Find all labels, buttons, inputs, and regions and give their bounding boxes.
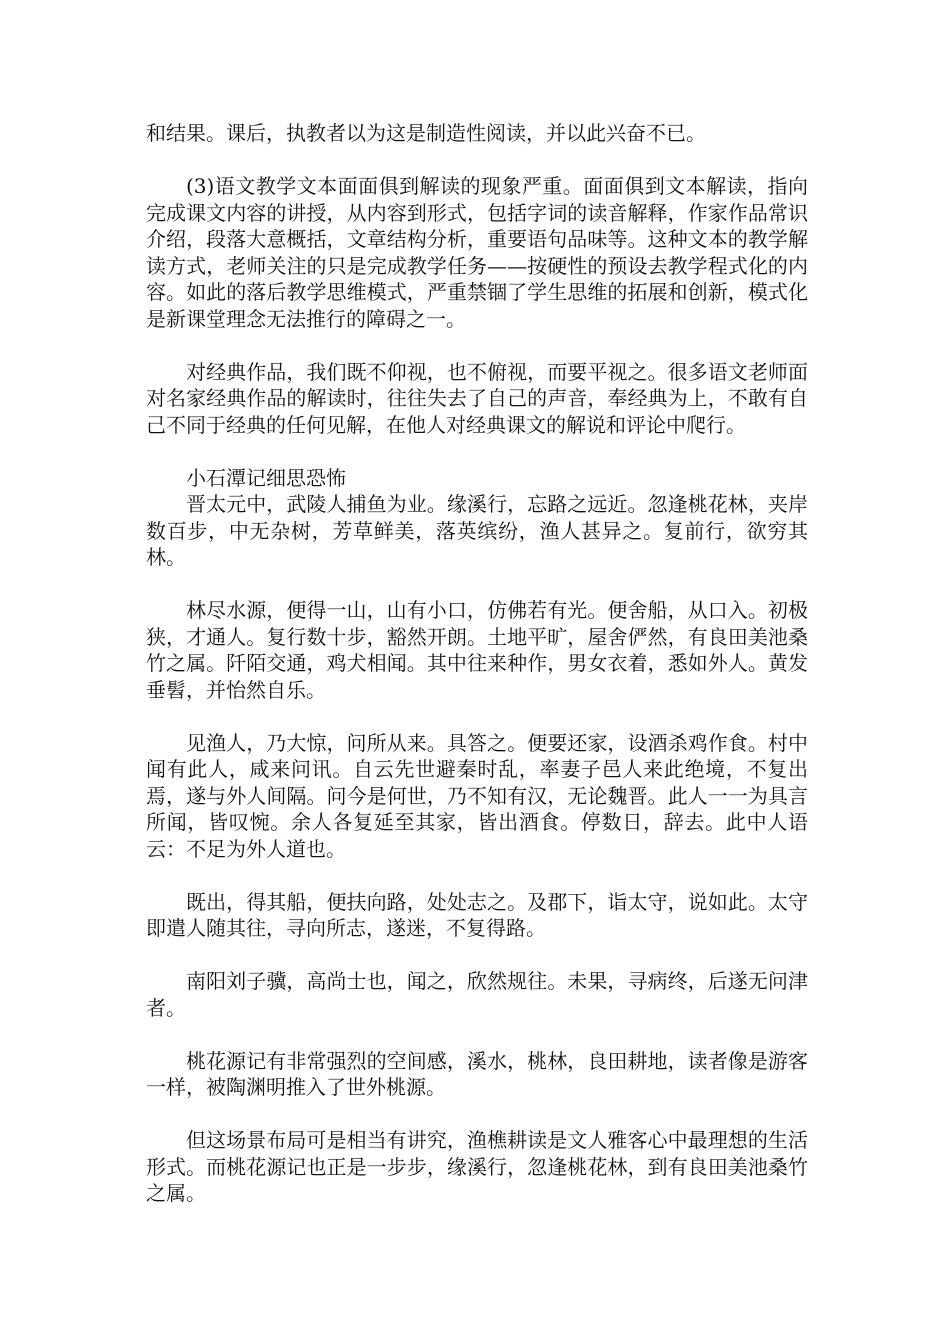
section-heading: 小石潭记细思恐怖 bbox=[186, 465, 346, 490]
paragraph-text-reading-problem: (3)语文教学文本面面俱到解读的现象严重。面面俱到文本解读，指向完成课文内容的讲授，从内容到形式，包括字词的读音解释，作家作品常识介绍，段落大意概括，文章结构分析，重要语句品味等。这种文本的教学解读方式，老师关注的只是完成教学任务——按硬性的预设去教学程式化的内容。如此的落后教学思维模式，严重禁锢了学生思维的拓展和创新，模式化是新课堂理念无法推行的障碍之一。 bbox=[146, 174, 808, 331]
paragraph-peach-blossom-4: 既出，得其船，便扶向路，处处志之。及郡下，诣太守，说如此。太守即遣人随其往，寻向所志，遂迷，不复得路。 bbox=[146, 889, 808, 940]
paragraph-peach-blossom-3: 见渔人，乃大惊，问所从来。具答之。便要还家，设酒杀鸡作食。村中闻有此人，咸来问讯。自云先世避秦时乱，率妻子邑人来此绝境，不复出焉，遂与外人间隔。问今是何世，乃不知有汉，无论魏晋。此人一一为具言所闻，皆叹惋。余人各复延至其家，皆出酒食。停数日，辞去。此中人语云：不足为外人道也。 bbox=[146, 730, 808, 861]
paragraph-peach-blossom-5: 南阳刘子骥，高尚士也，闻之，欣然规往。未果，寻病终，后遂无问津者。 bbox=[146, 969, 808, 1020]
paragraph-spatial-sense: 桃花源记有非常强烈的空间感，溪水，桃林，良田耕地，读者像是游客一样，被陶渊明推入了世外桃源。 bbox=[146, 1048, 808, 1099]
document-page bbox=[146, 120, 808, 1233]
paragraph-peach-blossom-2: 林尽水源，便得一山，山有小口，仿佛若有光。便舍船，从口入。初极狭，才通人。复行数十步，豁然开朗。土地平旷，屋舍俨然，有良田美池桑竹之属。阡陌交通，鸡犬相闻。其中往来种作，男女衣着，悉如外人。黄发垂髫，并怡然自乐。 bbox=[146, 598, 808, 702]
paragraph-continuation: 和结果。课后，执教者以为这是制造性阅读，并以此兴奋不已。 bbox=[146, 121, 706, 145]
paragraph-peach-blossom-1: 晋太元中，武陵人捕鱼为业。缘溪行，忘路之远近。忽逢桃花林，夹岸数百步，中无杂树，芳草鲜美，落英缤纷，渔人甚异之。复前行，欲穷其林。 bbox=[146, 492, 808, 569]
paragraph-scene-layout: 但这场景布局可是相当有讲究，渔樵耕读是文人雅客心中最理想的生活形式。而桃花源记也正是一步步，缘溪行，忽逢桃花林，到有良田美池桑竹之属。 bbox=[146, 1128, 808, 1205]
paragraph-classic-works: 对经典作品，我们既不仰视，也不俯视，而要平视之。很多语文老师面对名家经典作品的解读时，往往失去了自己的声音，奉经典为上，不敢有自己不同于经典的任何见解，在他人对经典课文的解说和评论中爬行。 bbox=[146, 359, 808, 437]
